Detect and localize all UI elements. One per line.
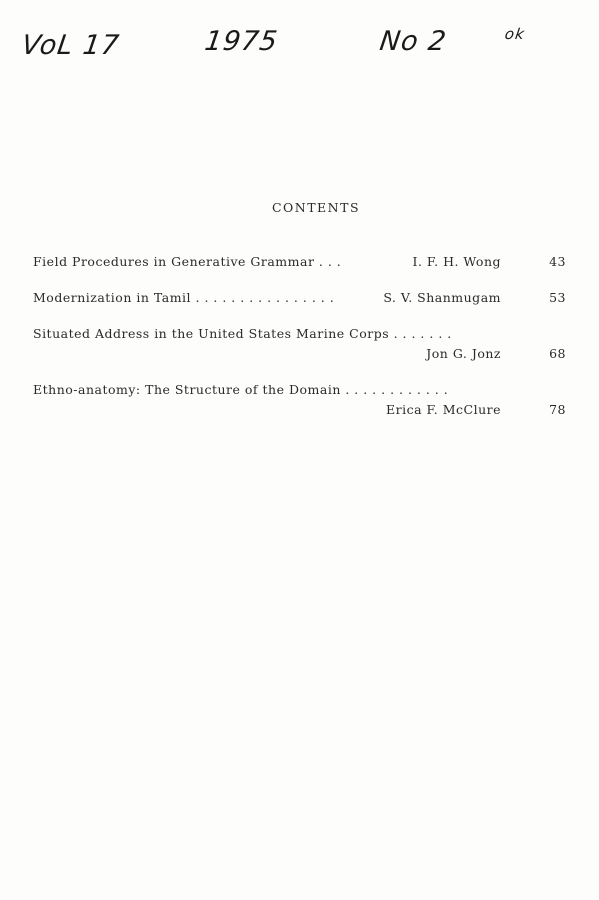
- entry-page: 68: [549, 346, 566, 361]
- entry-author: I. F. H. Wong: [412, 254, 501, 269]
- entry-title: Ethno-anatomy: The Structure of the Domain . . . . . . . . . . . .: [33, 382, 449, 397]
- entry-author: Jon G. Jonz: [426, 346, 501, 361]
- handwritten-volume: VoL 17: [19, 30, 122, 61]
- toc-entry: [33, 288, 573, 308]
- handwritten-check: ok: [503, 25, 527, 43]
- handwritten-number: No 2: [377, 26, 449, 57]
- toc-entry: [33, 380, 573, 420]
- entry-title: Situated Address in the United States Marine Corps . . . . . . .: [33, 326, 452, 341]
- toc-entry: [33, 252, 573, 272]
- entry-title: Field Procedures in Generative Grammar . . .: [33, 254, 342, 269]
- entry-title: Modernization in Tamil . . . . . . . . . . . . . . . .: [33, 290, 335, 305]
- entry-page: 53: [549, 290, 566, 305]
- entry-page: 78: [549, 402, 566, 417]
- entry-author: Erica F. McClure: [386, 402, 501, 417]
- toc-entry: [33, 324, 573, 364]
- contents-heading: CONTENTS: [271, 200, 361, 215]
- handwritten-year: 1975: [202, 26, 280, 57]
- entry-page: 43: [549, 254, 566, 269]
- table-of-contents: [33, 252, 573, 436]
- entry-author: S. V. Shanmugam: [383, 290, 501, 305]
